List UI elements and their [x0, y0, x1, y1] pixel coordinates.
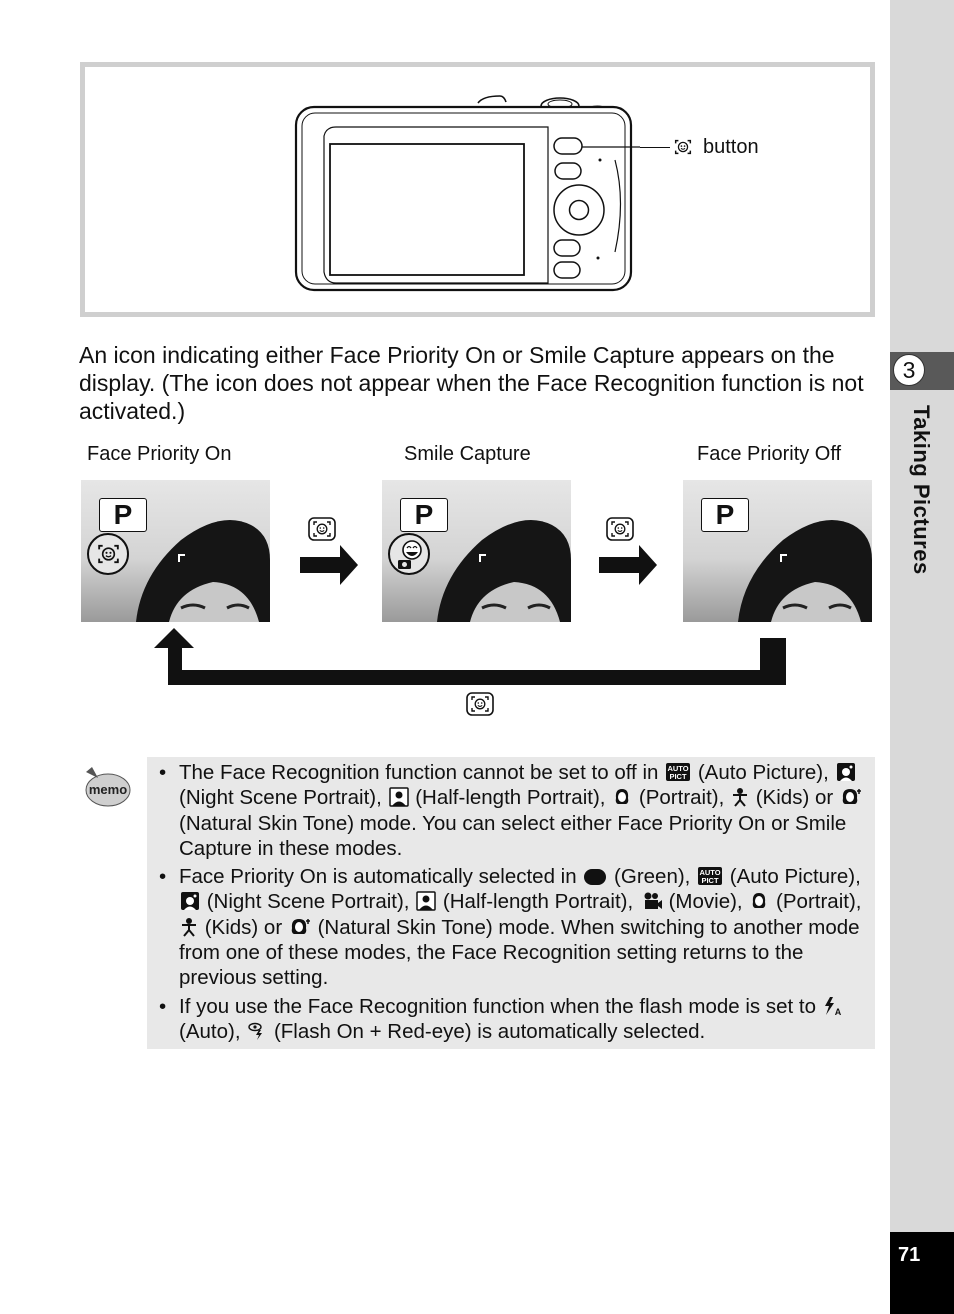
svg-text:A: A: [834, 1006, 841, 1016]
face-detect-icon: [92, 540, 125, 568]
label-smile-capture: Smile Capture: [404, 443, 531, 465]
chapter-number: 3: [893, 354, 925, 386]
arrow-right-icon: [300, 545, 360, 585]
auto-picture-icon: [697, 866, 723, 886]
screen-mode-p: P: [701, 498, 749, 532]
screen-face-priority-off: [683, 480, 872, 622]
svg-text:AUTO: AUTO: [667, 764, 689, 773]
chapter-title: Taking Pictures: [909, 405, 934, 575]
face-button-icon: [606, 517, 634, 541]
svg-text:PICT: PICT: [701, 876, 719, 886]
svg-text:PICT: PICT: [669, 772, 687, 781]
memo-icon: [80, 764, 132, 808]
screen-face-priority-on: [81, 480, 270, 622]
face-button-icon: [466, 692, 494, 716]
kids-icon: [731, 787, 749, 807]
return-arrow-icon: [154, 624, 790, 688]
face-button-icon: [670, 136, 696, 158]
memo-list: [158, 760, 870, 1047]
screen-smile-capture: [382, 480, 571, 622]
face-button-icon: [308, 517, 336, 541]
smile-capture-icon: [396, 538, 424, 572]
label-face-priority-off: Face Priority Off: [697, 443, 842, 465]
flash-red-eye-icon: [247, 1021, 267, 1041]
screen-mode-p: P: [99, 498, 147, 532]
label-face-priority-on: Face Priority On: [87, 443, 232, 465]
natural-skin-tone-icon: [840, 787, 862, 807]
kids-icon: [180, 917, 198, 937]
intro-paragraph: An icon indicating either Face Priority On or Smile Capture appears on the display. (The icon does not appear when the Face Recognition function is not activated.): [79, 342, 864, 424]
natural-skin-tone-icon: [289, 917, 311, 937]
flash-auto-icon: [823, 996, 843, 1016]
half-length-portrait-icon: [416, 891, 436, 911]
face-priority-on-indicator: [87, 533, 129, 575]
auto-picture-icon: [665, 762, 691, 782]
night-scene-portrait-icon: [180, 891, 200, 911]
half-length-portrait-icon: [389, 787, 409, 807]
smile-capture-indicator: [388, 533, 430, 575]
svg-text:AUTO: AUTO: [699, 868, 721, 878]
screen-mode-p: P: [400, 498, 448, 532]
green-mode-icon: [583, 868, 607, 886]
camera-back-illustration: [290, 92, 640, 294]
button-callout-label: button: [703, 136, 759, 158]
memo-item: • If you use the Face Recognition function when the flash mode is set to A (Auto), (Flash On + Red-eye) is automatically selected.: [158, 994, 870, 1045]
portrait-icon: [612, 787, 632, 807]
movie-icon: [640, 891, 662, 911]
night-scene-portrait-icon: [836, 762, 856, 782]
arrow-right-icon: [599, 545, 659, 585]
memo-item: • Face Priority On is automatically selected in (Green), AUTO PICT (Auto Picture), (Night Scene Portrait), (Half-length Portrait), (Movie), (Portrait), (Kids) or (Natural Skin Tone) mode. When switching to another mode from one of these modes, the Face Recognition setting returns to the previous setting.: [158, 864, 870, 990]
memo-item: • The Face Recognition function cannot be set to off in AUTO PICT (Auto Picture), (Night Scene Portrait), (Half-length Portrait), (Portrait), (Kids) or (Natural Skin Tone) mode. You can select either Face Priority On or Smile Capture in these modes.: [158, 760, 870, 861]
portrait-icon: [749, 891, 769, 911]
page-number: 71: [898, 1244, 921, 1266]
svg-text:memo: memo: [88, 782, 128, 797]
chapter-sidebar: [890, 0, 954, 1314]
